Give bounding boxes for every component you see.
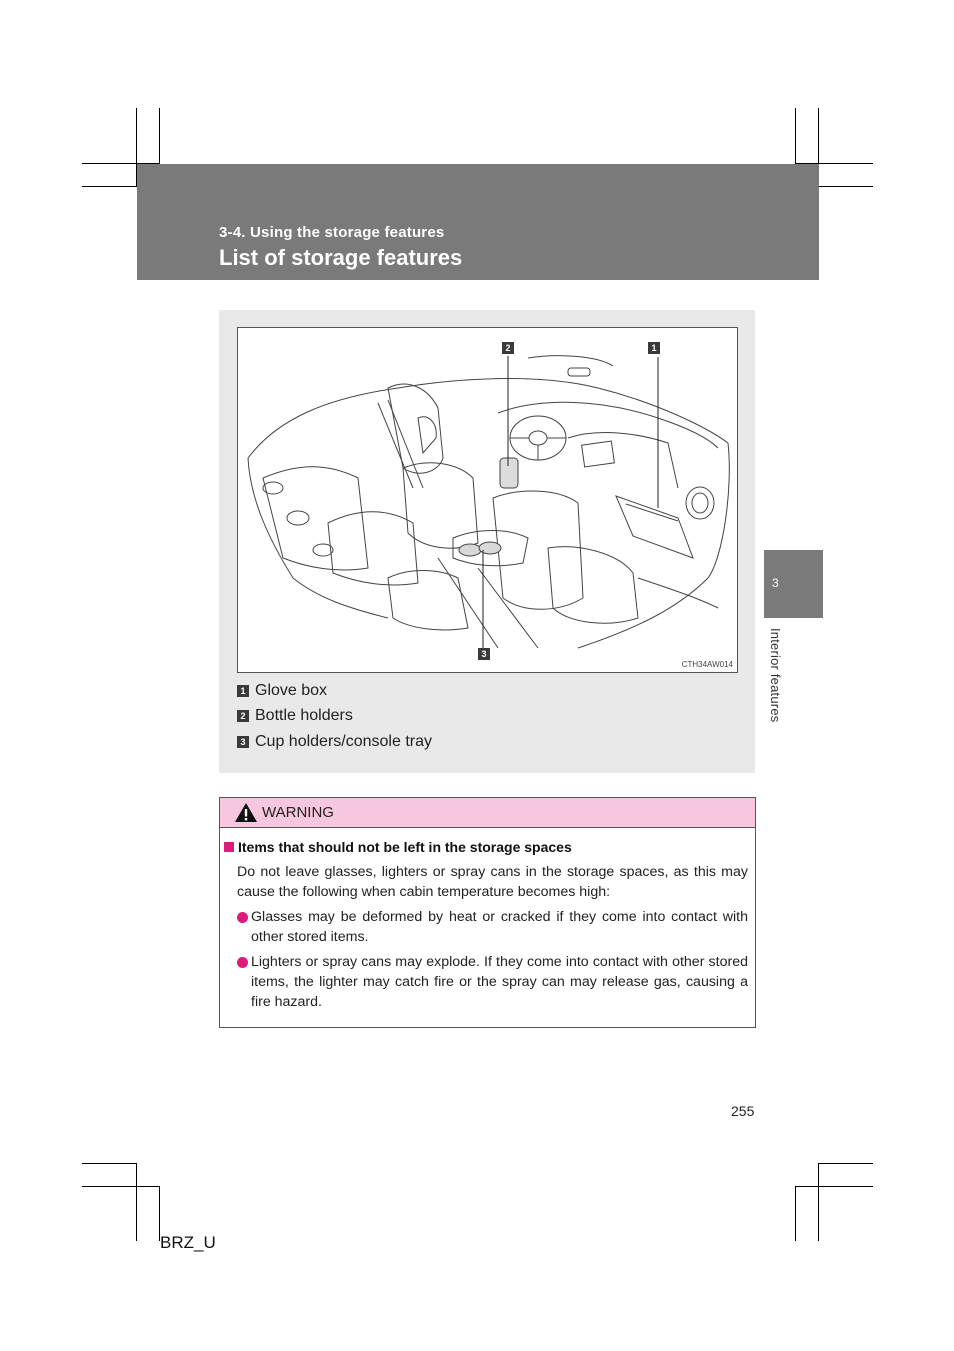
warning-heading [224,839,572,855]
chapter-number: 3 [772,576,779,590]
legend-label: Glove box [255,681,328,699]
crop-mark [818,186,873,187]
callout-3: 3 [478,648,490,660]
legend-number: 3 [237,736,249,748]
crop-mark [795,1186,796,1241]
crop-mark [159,108,160,164]
chapter-tab [764,550,823,618]
crop-mark [818,1163,819,1241]
legend-number: 2 [237,710,249,722]
crop-mark [818,1163,873,1164]
crop-mark [795,108,796,164]
chapter-label: Interior features [768,628,783,723]
crop-mark [82,1163,137,1164]
figure-panel [219,310,755,773]
section-title: 3-4. Using the storage features [219,224,445,241]
legend-item [237,729,432,755]
legend-label: Bottle holders [255,707,353,725]
car-interior-drawing [238,328,738,673]
square-bullet-icon [224,842,234,852]
warning-header [220,798,755,828]
bullet-dot-icon [237,912,248,923]
interior-illustration [237,327,738,673]
warning-label: WARNING [262,804,334,821]
page-number: 255 [731,1103,755,1119]
crop-mark [795,1186,873,1187]
figure-code: CTH34AW014 [681,660,733,669]
crop-mark [82,186,137,187]
legend-number: 1 [237,685,249,697]
page-title: List of storage features [219,245,463,270]
warning-box [219,797,756,1028]
bullet-text: Glasses may be deformed by heat or cracked if they come into contact with other stored items. [251,909,748,945]
bullet-text: Lighters or spray cans may explode. If they come into contact with other stored items, the lighter may catch fire or the spray can may release gas, causing a fire hazard. [251,954,748,1010]
crop-mark [82,1186,160,1187]
chapter-header [137,164,819,280]
warning-bullet [237,952,748,1012]
crop-mark [136,1163,137,1241]
callout-1: 1 [648,342,660,354]
bullet-dot-icon [237,957,248,968]
figure-legend [237,678,432,755]
legend-label: Cup holders/console tray [255,732,432,750]
legend-item [237,704,432,730]
callout-2: 2 [502,342,514,354]
warning-bullet [237,907,748,947]
legend-item [237,678,432,704]
warning-heading-text: Items that should not be left in the storage spaces [238,839,572,855]
warning-paragraph: Do not leave glasses, lighters or spray cans in the storage spaces, as this may cause the following when cabin temperature becomes high: [237,864,748,900]
warning-triangle-icon [234,802,258,823]
document-code: BRZ_U [160,1233,216,1252]
